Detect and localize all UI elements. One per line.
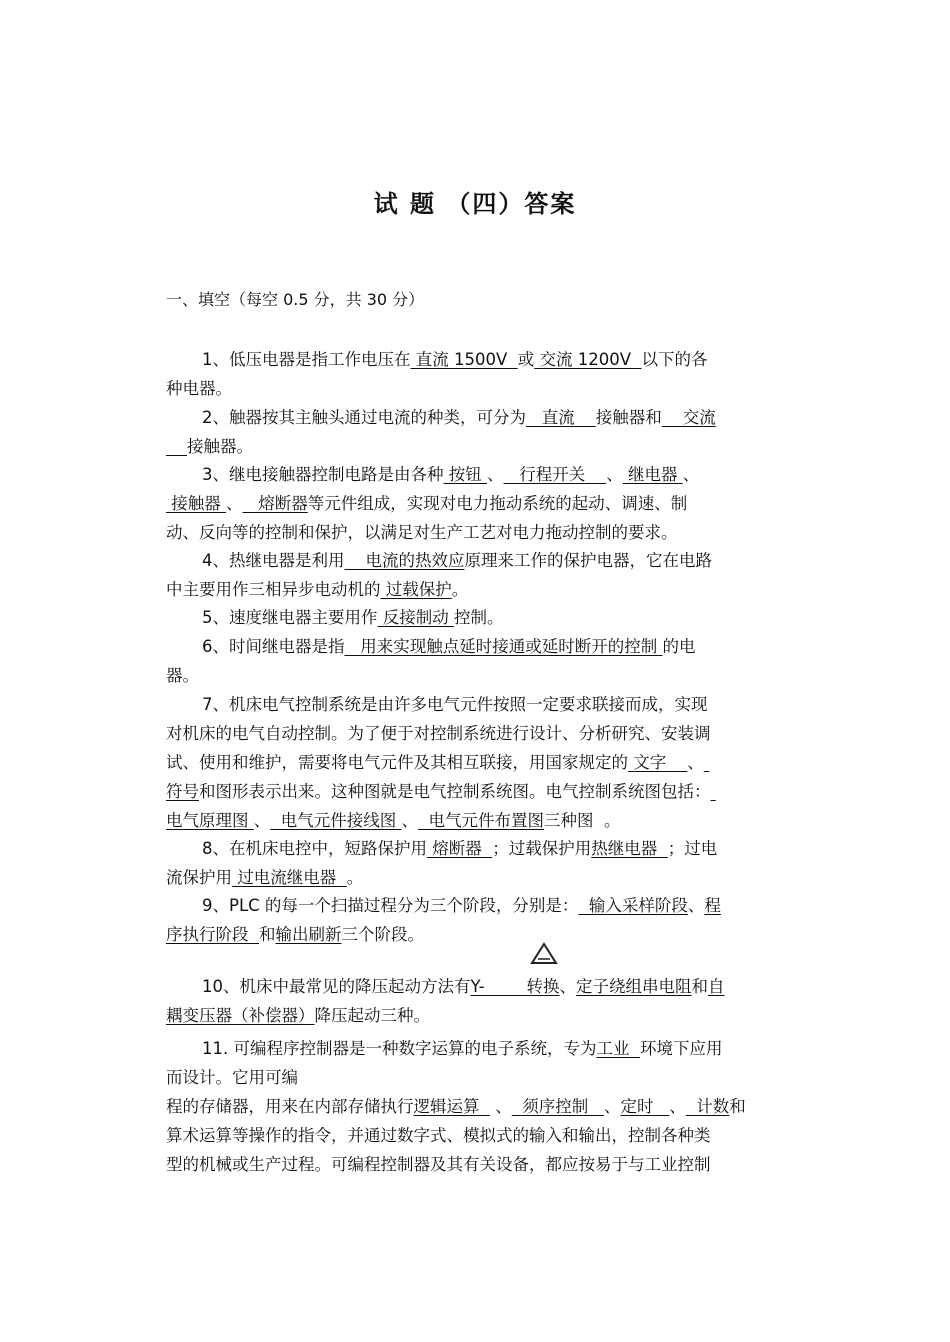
text-line (166, 1001, 786, 1030)
text-segment: 7、机床电气控制系统是由许多电气元件按照一定要求联接而成，实现 (202, 695, 708, 714)
question-item (166, 1092, 786, 1179)
text-line (166, 374, 786, 403)
section-heading: 一、填空（每空 0.5 分，共 30 分） (166, 290, 425, 309)
text-segment: 5、速度继电器主要用作 (202, 608, 378, 627)
text-segment: 、 (606, 465, 623, 484)
text-line (166, 1121, 786, 1150)
text-segment: 和 (729, 1097, 746, 1116)
text-line (166, 972, 786, 1001)
answer-blank: 电气元件布置图 (418, 811, 544, 830)
text-segment: 6、时间继电器是指 (202, 637, 345, 656)
text-segment: 11. 可编程序控制器是一种数字运算的电子系统，专为 (202, 1039, 597, 1058)
text-segment: 中主要用作三相异步电动机的 (166, 580, 381, 599)
text-segment: 动、反向等的控制和保护，以满足对生产工艺对电力拖动控制的要求。 (166, 523, 678, 542)
text-segment: 接触器和 (595, 408, 662, 427)
text-line (166, 806, 786, 835)
answer-blank: 反接制动 (377, 608, 454, 627)
answer-blank: 熔断器 (427, 839, 493, 858)
text-segment: 降压起动三种。 (314, 1006, 430, 1025)
answer-blank: 直流 1500V (410, 350, 518, 369)
text-segment: 和 (691, 977, 709, 996)
answer-blank: 过电流继电器 (232, 868, 347, 887)
text-segment: 、 (401, 811, 418, 830)
text-line (166, 1150, 786, 1179)
text-line (166, 661, 786, 690)
text-segment: 、 (253, 811, 271, 830)
text-line (166, 891, 786, 920)
answer-blank: 计数 (685, 1097, 730, 1116)
text-segment: 。 (346, 868, 364, 887)
text-line (166, 834, 786, 863)
answer-blank: 行程开关 (503, 465, 607, 484)
answer-blank: 用来实现触点延时接通或延时断开的控制 (344, 637, 663, 656)
text-line (166, 432, 786, 461)
answer-blank: 输入采样阶段 (578, 896, 688, 915)
text-segment: 10、机床中最常见的降压起动方法有 (202, 977, 471, 996)
text-segment: 算术运算等操作的指令，并通过数字式、模拟式的输入和输出，控制各种类 (166, 1126, 711, 1145)
text-segment: 接触器。 (186, 437, 253, 456)
question-item (166, 403, 786, 461)
question-item (166, 632, 786, 690)
text-segment: 控制。 (454, 608, 504, 627)
text-segment: 和图形表示出来。这种图就是电气控制系统图。电气控制系统图包括： (199, 782, 711, 801)
question-item (166, 345, 786, 403)
text-segment: 3、继电接触器控制电路是由各种 (202, 465, 444, 484)
text-segment: 的电 (662, 637, 696, 656)
answer-blank: 熔断器 (242, 494, 308, 513)
question-item (166, 891, 786, 949)
text-segment: ；过电 (667, 839, 718, 858)
text-line (166, 690, 786, 719)
text-segment: 原理来工作的保护电器，它在电路 (464, 551, 712, 570)
answer-blank: 热继电器 (591, 839, 668, 858)
answer-blank: 电流的热效应 (344, 551, 465, 570)
text-segment: 、 (687, 896, 705, 915)
text-segment: 环境下应用 (640, 1039, 723, 1058)
text-segment: 4、热继电器是利用 (202, 551, 345, 570)
question-item (166, 834, 786, 892)
answer-blank: 逻辑运算 (413, 1097, 490, 1116)
question-item (166, 690, 786, 835)
text-segment: 器。 (166, 666, 199, 685)
text-segment: 三个阶段。 (341, 925, 424, 944)
text-segment: 、 (559, 977, 577, 996)
question-item (166, 460, 786, 547)
text-segment: 、 (226, 494, 243, 513)
text-line (166, 777, 786, 806)
text-segment: 种电器。 (166, 379, 232, 398)
text-segment: 以下的各 (641, 350, 708, 369)
text-segment: 、 (682, 465, 700, 484)
text-segment: 9、PLC 的每一个扫描过程分为三个阶段，分别是： (202, 896, 579, 915)
text-segment: 8、在机床电控中，短路保护用 (202, 839, 427, 858)
answer-blank (711, 782, 716, 801)
text-line (166, 518, 786, 547)
answer-blank: 工业 (596, 1039, 640, 1058)
text-segment: 试、使用和维护，需要将电气元件及其相互联接，用国家规定的 (166, 753, 628, 772)
answer-blank (704, 753, 709, 772)
answer-blank: 电气元件接线图 (270, 811, 402, 830)
text-line (166, 460, 786, 489)
text-segment: 三种图 。 (544, 811, 621, 830)
document-title: 试 题 （四）答案 (373, 190, 577, 218)
text-segment: 等元件组成，实现对电力拖动系统的起动、调速、制 (307, 494, 688, 513)
text-segment: 流保护用 (166, 868, 232, 887)
question-item (166, 546, 786, 604)
text-line (166, 719, 786, 748)
text-line (166, 632, 786, 661)
answer-blank: 程 (704, 896, 721, 915)
answer-blank: 交流 (661, 408, 716, 427)
text-segment: 型的机械或生产过程。可编程控制器及其有关设备，都应按易于与工业控制 (166, 1155, 711, 1174)
text-line (166, 546, 786, 575)
text-segment: 或 (517, 350, 535, 369)
text-line (166, 603, 786, 632)
answer-blank: 输出刷新 (275, 925, 342, 944)
answer-blank: 继电器 (622, 465, 683, 484)
text-line (166, 403, 786, 432)
answer-blank: 文字 (628, 753, 688, 772)
answer-blank: 过载保护 (380, 580, 452, 599)
answer-blank: 自 (708, 977, 725, 996)
triangle-symbol-icon (530, 942, 558, 966)
question-item (166, 972, 786, 1030)
answer-blank: 定子绕组串电阻 (576, 977, 692, 996)
text-line (166, 748, 786, 777)
answer-blank: 定时 (620, 1097, 670, 1116)
text-line (166, 1034, 786, 1063)
answer-blank: Y- 转换 (470, 977, 560, 996)
answer-blank: 符号 (166, 782, 199, 801)
text-line (166, 345, 786, 374)
answer-blank: 序执行阶段 (166, 925, 259, 944)
answer-blank: 须序控制 (511, 1097, 604, 1116)
answer-blank: 直流 (526, 408, 596, 427)
text-segment: 对机床的电气自动控制。为了便于对控制系统进行设计、分析研究、安装调 (166, 724, 711, 743)
text-segment: 而设计。它用可编 (166, 1068, 298, 1087)
text-segment: 、 (490, 1097, 512, 1116)
text-segment: 和 (259, 925, 276, 944)
text-segment: 、 (687, 753, 704, 772)
text-segment: 、 (487, 465, 504, 484)
answer-blank: 按钮 (443, 465, 487, 484)
text-line (166, 1092, 786, 1121)
text-line (166, 575, 786, 604)
answer-blank: 接触器 (166, 494, 226, 513)
text-segment: ；过载保护用 (492, 839, 592, 858)
answer-blank: 耦变压器（补偿器） (166, 1006, 315, 1025)
text-line (166, 1063, 786, 1092)
answer-blank: 电气原理图 (166, 811, 254, 830)
text-segment: 、 (669, 1097, 686, 1116)
answer-blank (166, 437, 187, 456)
text-segment: 。 (451, 580, 469, 599)
text-line (166, 920, 786, 949)
text-line (166, 863, 786, 892)
question-item (166, 603, 786, 632)
text-segment: 1、低压电器是指工作电压在 (202, 350, 411, 369)
question-item (166, 1034, 786, 1092)
text-segment: 程的存储器，用来在内部存储执行 (166, 1097, 414, 1116)
text-line (166, 489, 786, 518)
text-segment: 2、触器按其主触头通过电流的种类，可分为 (202, 408, 526, 427)
text-segment: 、 (603, 1097, 621, 1116)
answer-blank: 交流 1200V (534, 350, 642, 369)
